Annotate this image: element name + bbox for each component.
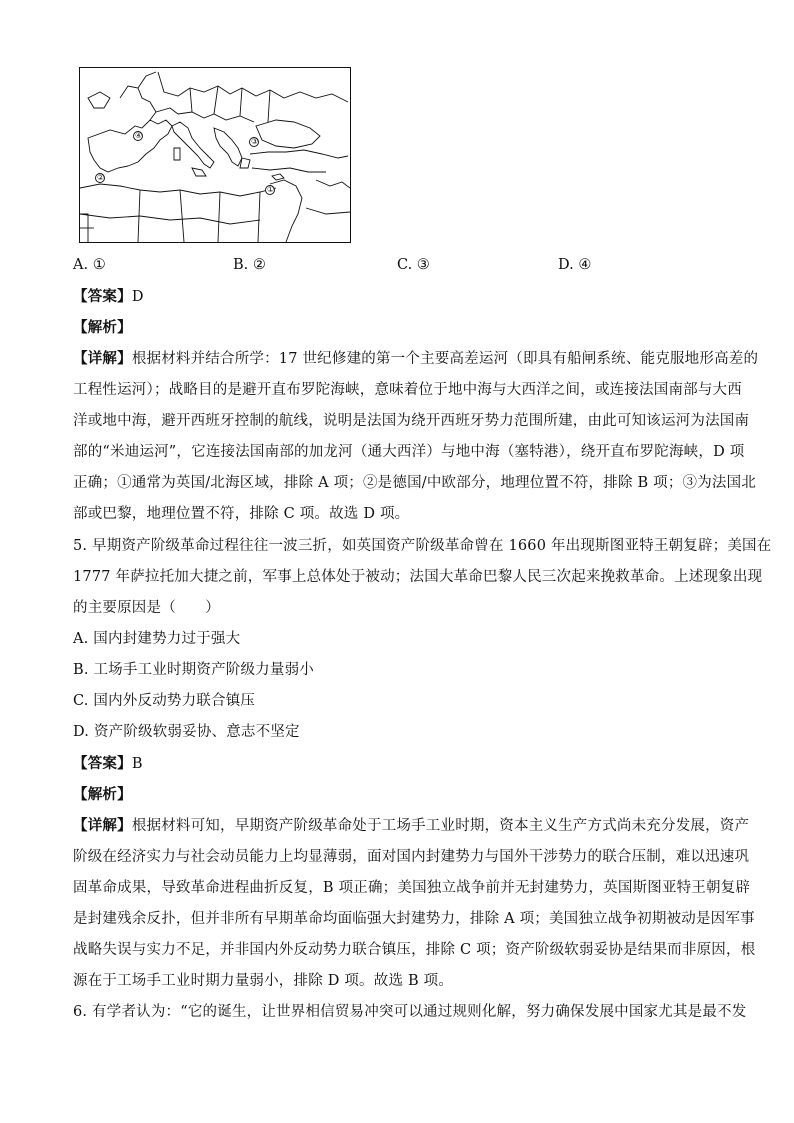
map-marker-4: ④ xyxy=(135,131,143,140)
q4-detail-line-2: 工程性运河）；战略目的是避开直布罗陀海峡，意味着位于地中海与大西洋之间，或连接法国南部与大西 xyxy=(73,382,742,398)
map-drawing xyxy=(80,68,350,242)
q6-stem-line-1: 6. 有学者认为：“它的诞生，让世界相信贸易冲突可以通过规则化解，努力确保发展中国家尤其是最不发 xyxy=(73,1004,747,1020)
q5-stem-line-3: 的主要原因是（ ） xyxy=(73,600,220,616)
q5-detail-line-2: 阶级在经济实力与社会动员能力上均显薄弱，面对国内封建势力与国外干涉势力的联合压制，难以迅速巩 xyxy=(73,849,750,865)
q5-detail-line-6: 源在于工场手工业时期力量弱小，排除 D 项。故选 B 项。 xyxy=(73,973,454,989)
q4-detail-text: 根据材料并结合所学：17 世纪修建的第一个主要高差运河（即具有船闸系统、能克服地形高差的 xyxy=(131,351,759,367)
q5-detail-line-1 xyxy=(73,816,750,836)
detail-tag: 【详解】 xyxy=(73,350,132,367)
q4-option-b: B. ② xyxy=(233,257,266,273)
q5-analysis-tag: 【解析】 xyxy=(73,786,132,803)
q4-option-d: D. ④ xyxy=(558,257,592,273)
q5-stem-line-2: 1777 年萨拉托加大捷之前，军事上总体处于被动；法国大革命巴黎人民三次起来挽救革命。上述现象出现 xyxy=(73,569,763,585)
q4-answer-value: D xyxy=(131,289,144,305)
q5-detail-text: 根据材料可知，早期资产阶级革命处于工场手工业时期，资本主义生产方式尚未充分发展，资产 xyxy=(131,818,750,834)
q5-stem-line-1: 5. 早期资产阶级革命过程往往一波三折，如英国资产阶级革命曾在 1660 年出现斯图亚特王朝复辟；美国在 xyxy=(73,538,772,554)
q4-answer-line xyxy=(73,287,723,307)
q5-option-c: C. 国内外反动势力联合镇压 xyxy=(73,693,256,709)
q4-analysis-tag: 【解析】 xyxy=(73,319,132,336)
q5-option-d: D. 资产阶级软弱妥协、意志不坚定 xyxy=(73,724,300,740)
map-marker-2: ② xyxy=(97,173,105,182)
q4-detail-line-4: 部的“米迪运河”，它连接法国南部的加龙河（通大西洋）与地中海（塞特港），绕开直布罗陀海峡，D 项 xyxy=(73,444,745,460)
q4-detail-line-3: 洋或地中海，避开西班牙控制的航线，说明是法国为绕开西班牙势力范围所建，由此可知该运河为法国南 xyxy=(73,413,750,429)
q5-option-b: B. 工场手工业时期资产阶级力量弱小 xyxy=(73,662,314,678)
q4-detail-line-1 xyxy=(73,349,759,369)
q4-option-c: C. ③ xyxy=(397,257,430,273)
q5-answer-value: B xyxy=(131,756,143,772)
answer-tag: 【答案】 xyxy=(73,755,132,772)
answer-tag: 【答案】 xyxy=(73,288,132,305)
q4-detail-line-6: 部或巴黎，地理位置不符，排除 C 项。故选 D 项。 xyxy=(73,506,410,522)
q5-detail-line-3: 固革命成果，导致革命进程曲折反复，B 项正确；美国独立战争前并无封建势力，英国斯图亚特王朝复辟 xyxy=(73,880,751,896)
q4-option-a: A. ① xyxy=(73,257,106,273)
q4-detail-line-5: 正确；①通常为英国/北海区域，排除 A 项；②是德国/中欧部分，地理位置不符，排除 B 项；③为法国北 xyxy=(73,475,757,491)
q5-answer-line xyxy=(73,754,723,774)
q5-detail-line-5: 战略失误与实力不足，并非国内外反动势力联合镇压，排除 C 项；资产阶级软弱妥协是结果而非原因，根 xyxy=(73,942,756,958)
europe-mediterranean-map xyxy=(79,67,351,243)
map-marker-3: ③ xyxy=(251,137,259,146)
q5-detail-line-4: 是封建残余反扑，但并非所有早期革命均面临强大封建势力，排除 A 项；美国独立战争初期被动是因军事 xyxy=(73,911,755,927)
map-marker-1: ① xyxy=(267,185,275,194)
q5-option-a: A. 国内封建势力过于强大 xyxy=(73,631,241,647)
detail-tag: 【详解】 xyxy=(73,817,132,834)
